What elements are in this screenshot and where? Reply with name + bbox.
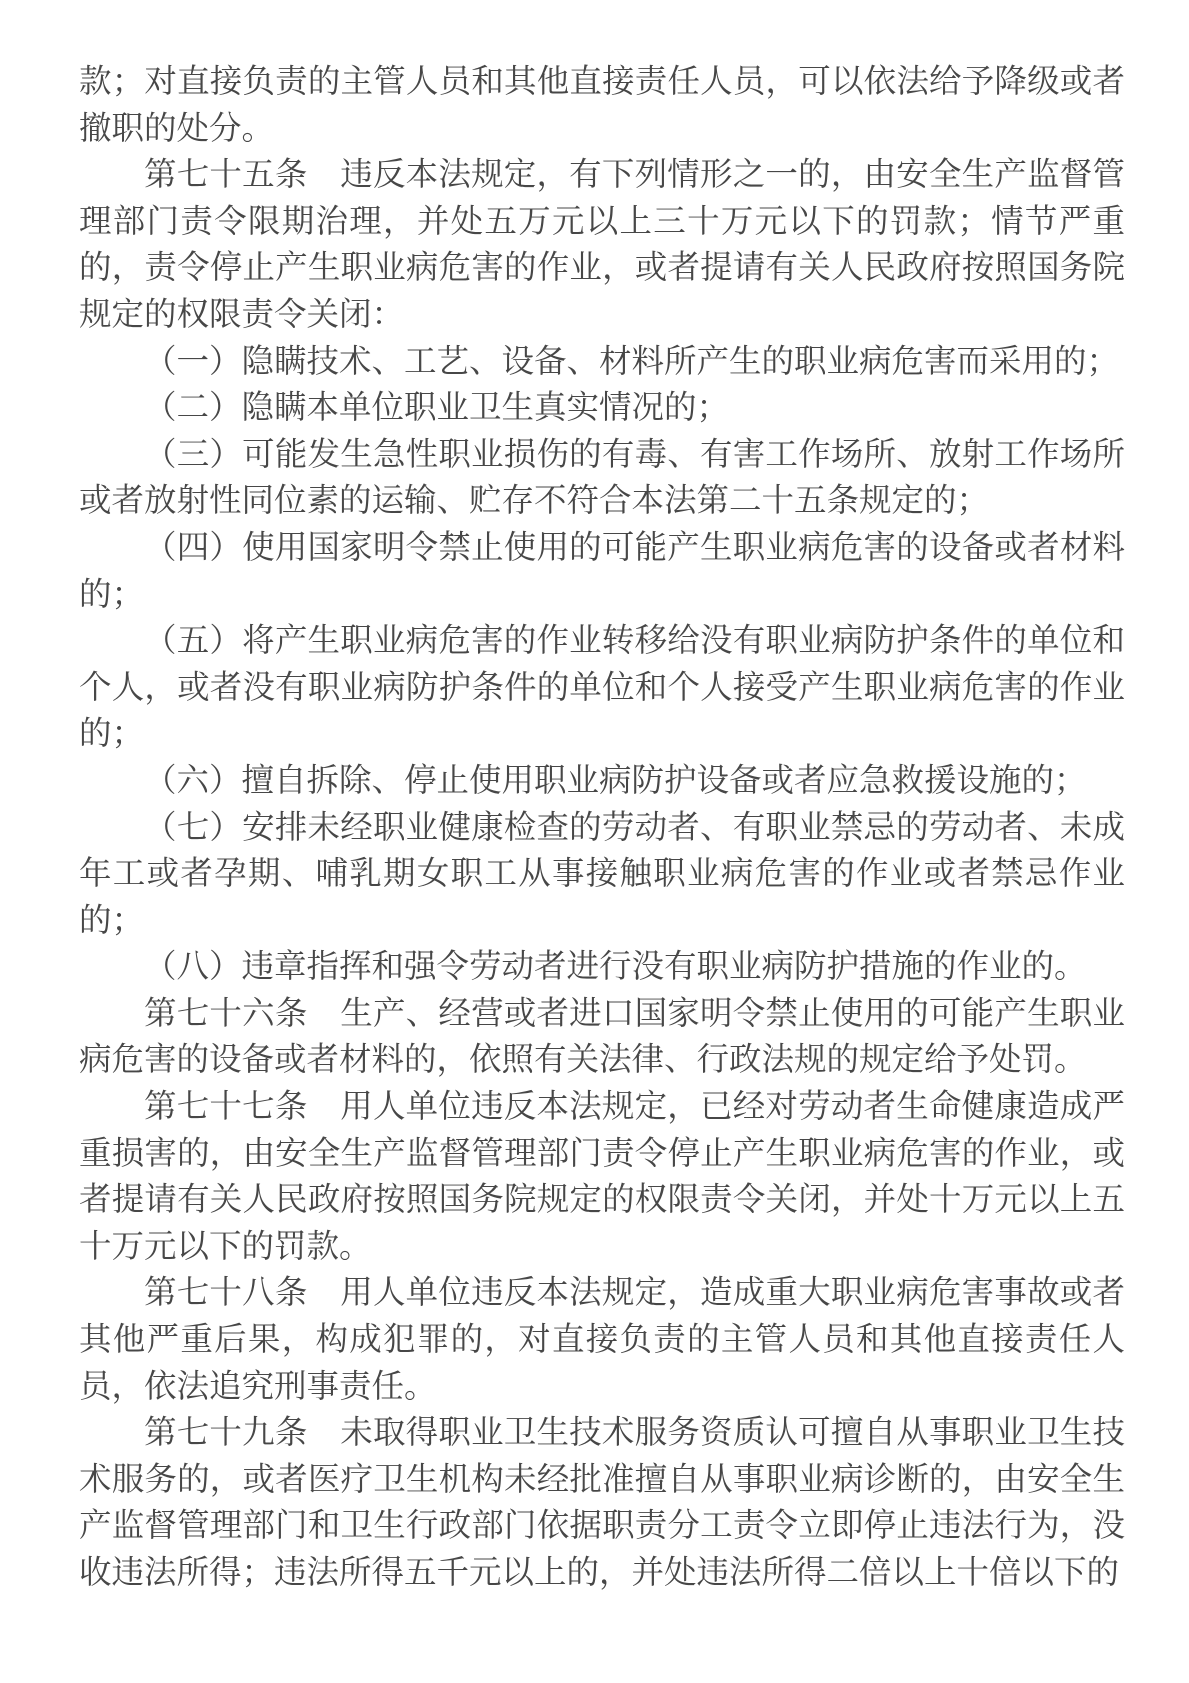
article-75-intro: 第七十五条 违反本法规定，有下列情形之一的，由安全生产监督管理部门责令限期治理，并处五万元以上三十万元以下的罚款；情节严重的，责令停止产生职业病危害的作业，或者提请有关人民政府按照国务院规定的权限责令关闭： xyxy=(79,156,1125,332)
article-75-item-5: （五）将产生职业病危害的作业转移给没有职业病防护条件的单位和个人，或者没有职业病防护条件的单位和个人接受产生职业病危害的作业的； xyxy=(79,622,1125,752)
article-75-item-1: （一）隐瞒技术、工艺、设备、材料所产生的职业病危害而采用的； xyxy=(144,342,1120,379)
legal-text-body xyxy=(79,58,1125,1596)
article-75-item-2: （二）隐瞒本单位职业卫生真实情况的； xyxy=(144,389,730,426)
article-75-item-3: （三）可能发生急性职业损伤的有毒、有害工作场所、放射工作场所或者放射性同位素的运输、贮存不符合本法第二十五条规定的； xyxy=(79,435,1125,519)
article-79: 第七十九条 未取得职业卫生技术服务资质认可擅自从事职业卫生技术服务的，或者医疗卫生机构未经批准擅自从事职业病诊断的，由安全生产监督管理部门和卫生行政部门依据职责分工责令立即停止违法行为，没收违法所得；违法所得五千元以上的，并处违法所得二倍以上十倍以下的 xyxy=(79,1414,1125,1590)
article-77: 第七十七条 用人单位违反本法规定，已经对劳动者生命健康造成严重损害的，由安全生产监督管理部门责令停止产生职业病危害的作业，或者提请有关人民政府按照国务院规定的权限责令关闭，并处十万元以上五十万元以下的罚款。 xyxy=(79,1088,1125,1264)
article-75-item-7: （七）安排未经职业健康检查的劳动者、有职业禁忌的劳动者、未成年工或者孕期、哺乳期女职工从事接触职业病危害的作业或者禁忌作业的； xyxy=(79,808,1125,938)
article-78: 第七十八条 用人单位违反本法规定，造成重大职业病危害事故或者其他严重后果，构成犯罪的，对直接负责的主管人员和其他直接责任人员，依法追究刑事责任。 xyxy=(79,1274,1125,1404)
article-75-item-4: （四）使用国家明令禁止使用的可能产生职业病危害的设备或者材料的； xyxy=(79,528,1125,612)
article-75-item-8: （八）违章指挥和强令劳动者进行没有职业病防护措施的作业的。 xyxy=(144,948,1087,985)
article-76: 第七十六条 生产、经营或者进口国家明令禁止使用的可能产生职业病危害的设备或者材料的，依照有关法律、行政法规的规定给予处罚。 xyxy=(79,994,1125,1078)
paragraph-continuation: 款；对直接负责的主管人员和其他直接责任人员，可以依法给予降级或者撤职的处分。 xyxy=(79,63,1125,146)
article-75-item-6: （六）擅自拆除、停止使用职业病防护设备或者应急救援设施的； xyxy=(144,761,1087,798)
